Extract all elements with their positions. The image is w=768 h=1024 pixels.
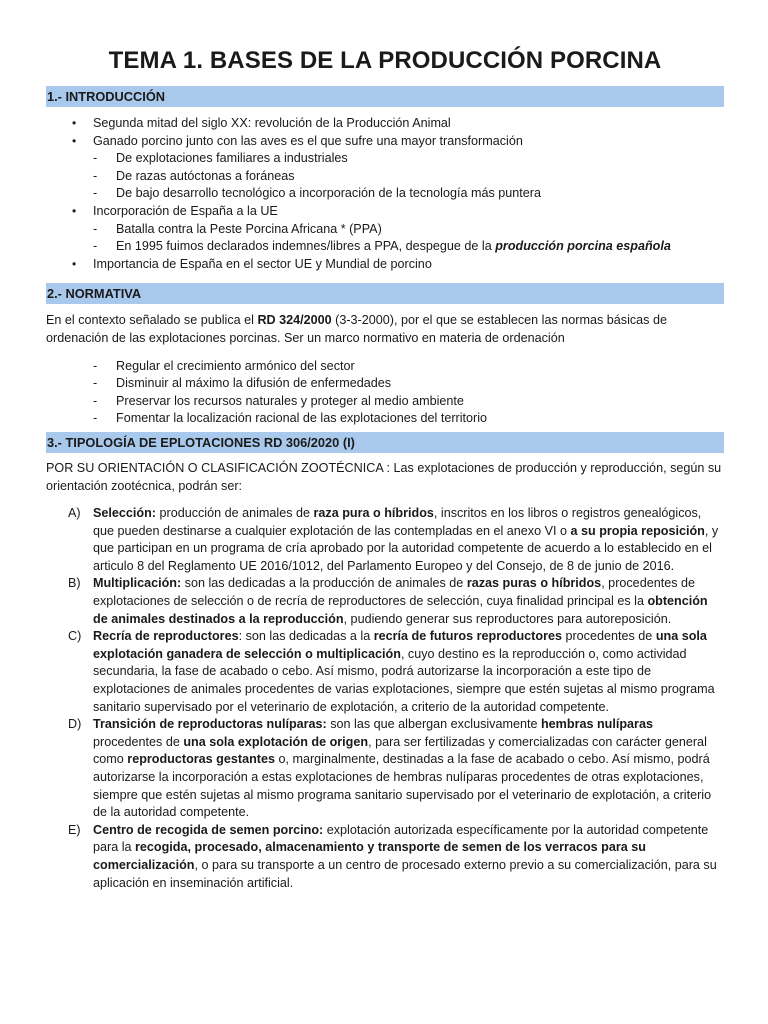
bold-text: Centro de recogida de semen porcino: <box>93 822 324 837</box>
ue-sublist <box>46 221 724 256</box>
paragraph-text: En el contexto señalado se publica el <box>46 313 258 328</box>
sub-list-item: - Preservar los recursos naturales y proteger al medio ambiente <box>46 393 724 411</box>
bold-text: recogida, procesado, almacenamiento y transporte de semen de los verracos para su comercialización <box>93 840 646 872</box>
item-text: o, marginalmente, destinadas a la fase de acabado o cebo. Así mismo, podrá autorizarse la incorporación a estas explotaciones de hembras nulíparas procedentes de otras explotaciones, siempre que estén sujetas al mismo programa sanitario supervisado por el veterinario de explotación, a criterio de la autoridad competente. <box>93 752 712 820</box>
normativa-paragraph <box>46 312 724 347</box>
item-text: procedentes de <box>561 629 656 644</box>
list-marker: C) <box>68 629 82 644</box>
list-item <box>46 115 724 133</box>
item-text: , para ser fertilizadas y comercializadas con carácter general como <box>93 734 707 767</box>
sub-list-item-text: En 1995 fuimos declarados indemnes/libres a PPA, despegue de la <box>116 239 496 254</box>
intro-bullet-list-3 <box>46 256 724 274</box>
paragraph-text: (3-3-2000), por el que se establecen las normas básicas de ordenación de las explotaciones porcinas. Ser un marco normativo en materia de ordenación <box>46 313 667 345</box>
list-item <box>46 133 724 151</box>
item-text: , cuyo destino es la reproducción o, como actividad secundaria, la fase de acabado o cebo. Así mismo, podrá autorizarse la incorporación a este tipo de explotaciones de animales procedentes de varias explotaciones, siempre que estén sujetas al mismo programa sanitario supervisado por el veterinario de explotación, a criterio de la autoridad competente. <box>93 646 715 714</box>
list-item-text: Incorporación de España a la UE <box>93 203 278 218</box>
bold-text: Transición de reproductoras nulíparas: <box>93 717 327 732</box>
sub-list-item <box>46 238 724 256</box>
sub-list-item: - De explotaciones familiares a industriales <box>46 150 724 168</box>
item-text: procedentes de <box>93 734 184 749</box>
list-item-seleccion <box>46 505 724 575</box>
list-marker: D) <box>68 717 82 732</box>
item-text: son las que albergan exclusivamente <box>326 717 541 732</box>
list-item-text: Segunda mitad del siglo XX: revolución de la Producción Animal <box>93 116 451 130</box>
bold-text: razas puras o híbridos <box>466 576 602 591</box>
item-text: son las dedicadas a la producción de animales de <box>181 576 467 591</box>
bold-text: una sola explotación de origen <box>183 734 369 749</box>
sub-list-item: - Disminuir al máximo la difusión de enfermedades <box>46 375 724 393</box>
bold-text: reproductoras gestantes <box>127 752 275 767</box>
bold-text: recría de futuros reproductores <box>373 629 562 644</box>
item-text: : son las dedicadas a la <box>238 629 374 644</box>
list-item <box>46 203 724 221</box>
bold-text: hembras nulíparas <box>540 717 653 732</box>
list-item <box>46 256 724 274</box>
sub-list-item: - De bajo desarrollo tecnológico a incorporación de la tecnología más puntera <box>46 185 724 203</box>
tipologia-intro: POR SU ORIENTACIÓN O CLASIFICACIÓN ZOOTÉCNICA : Las explotaciones de producción y reproducción, según su orientación zootécnica, podrán ser: <box>46 460 722 493</box>
item-text: , procedentes de explotaciones de selección o de recría de reproductores de selección, cuya finalidad principal es la <box>93 576 696 609</box>
list-marker: E) <box>68 822 81 837</box>
bold-text: a su propia reposición <box>570 523 705 538</box>
section-heading-introduccion: 1.- INTRODUCCIÓN <box>46 86 724 107</box>
bold-text: Selección: <box>93 506 156 521</box>
list-item-centro-semen <box>46 822 724 892</box>
bold-text: Multiplicación: <box>93 576 182 591</box>
list-item-recria <box>46 628 724 716</box>
sub-list-item: - De razas autóctonas a foráneas <box>46 168 724 186</box>
sub-list-item: - Regular el crecimiento armónico del sector <box>46 358 724 376</box>
list-marker: B) <box>68 576 81 591</box>
item-text: , inscritos en los libros o registros genealógicos, que pueden destinarse a cualquier explotación de las contempladas en el anexo VI o <box>93 506 702 538</box>
sub-list-item: - Batalla contra la Peste Porcina Africana * (PPA) <box>46 221 724 239</box>
list-item-text: Ganado porcino junto con las aves es el que sufre una mayor transformación <box>93 133 523 148</box>
intro-bullet-list-2 <box>46 203 724 221</box>
page-title: TEMA 1. BASES DE LA PRODUCCIÓN PORCINA <box>108 47 662 74</box>
bold-text: Recría de reproductores <box>93 629 239 644</box>
bold-text: obtención de animales destinados a la reproducción <box>93 594 708 626</box>
emphasis-text: producción porcina española <box>495 239 671 254</box>
bold-text: una sola explotación ganadera de selección o multiplicación <box>93 629 707 661</box>
bold-text: raza pura o híbridos <box>313 506 434 521</box>
item-text: producción de animales de <box>156 506 314 521</box>
item-text: , pudiendo generar sus reproductores para autoreposición. <box>343 611 672 626</box>
list-marker: A) <box>68 506 81 521</box>
section-heading-tipologia: 3.- TIPOLOGÍA DE EPLOTACIONES RD 306/2020 (I) <box>46 432 724 453</box>
normativa-objectives-list <box>46 358 724 428</box>
transformation-sublist <box>46 150 724 203</box>
list-item-text: Importancia de España en el sector UE y Mundial de porcino <box>93 256 432 271</box>
list-item-transicion <box>46 716 724 822</box>
item-text: , o para su transporte a un centro de procesado externo previo a su comercialización, para su aplicación en inseminación artificial. <box>93 857 717 890</box>
sub-list-item: - Fomentar la localización racional de las explotaciones del territorio <box>46 410 724 428</box>
intro-bullet-list <box>46 115 724 150</box>
item-text: , y que participan en un programa de cría aprobado por la autoridad competente de acuerdo a lo establecido en el articulo 8 del Reglamento UE 2016/1012, del Parlamento Europeo y del Consejo, de 8 de junio de 2016. <box>93 523 719 573</box>
section-heading-normativa: 2.- NORMATIVA <box>46 283 724 304</box>
bold-text: RD 324/2000 <box>257 313 332 328</box>
list-item-multiplicacion <box>46 575 724 628</box>
item-text: explotación autorizada específicamente por la autoridad competente para la <box>93 822 709 855</box>
tipologia-list <box>46 505 724 892</box>
